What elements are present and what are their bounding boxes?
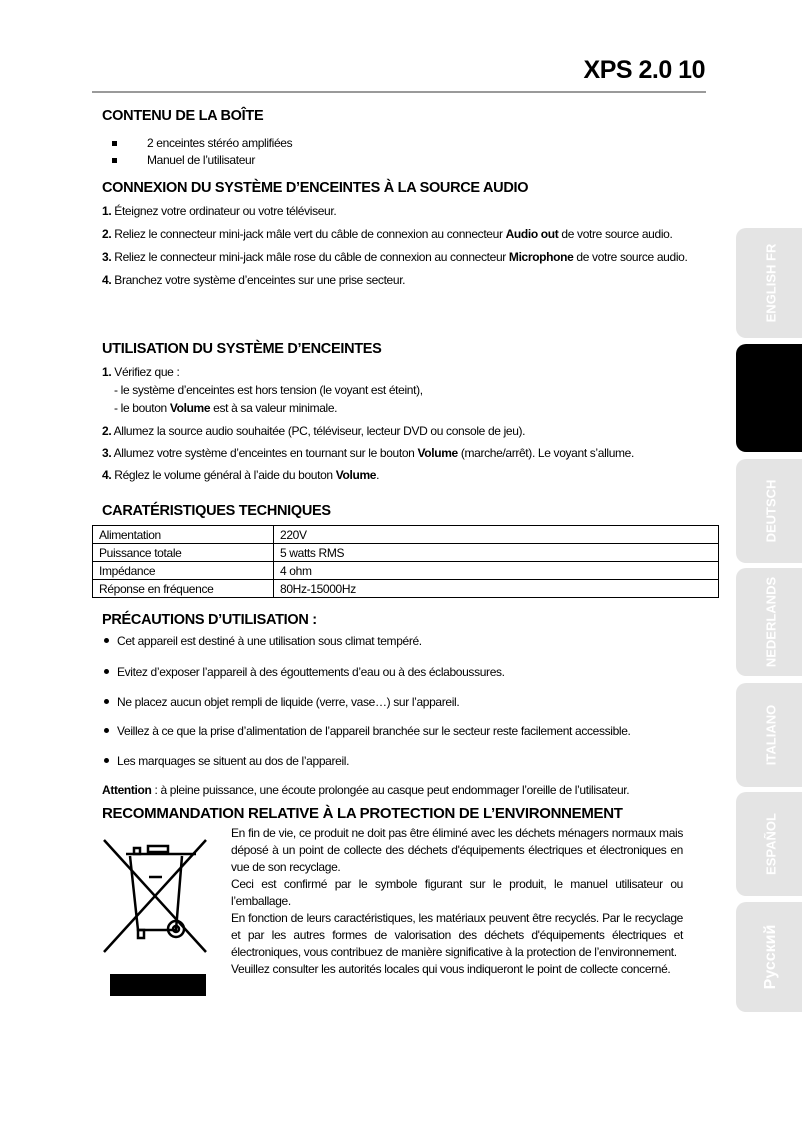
use-steps	[102, 363, 705, 484]
tab-russian[interactable]	[736, 902, 802, 1012]
bullet-icon	[104, 699, 109, 704]
specs-table	[92, 525, 719, 598]
tab-label: Русский	[762, 924, 779, 990]
tab-italiano[interactable]	[736, 683, 802, 787]
step-subline: - le système d’enceintes est hors tension (le voyant est éteint),	[114, 383, 423, 397]
tab-label: ESPAÑOL	[763, 813, 779, 875]
table-row	[93, 562, 719, 580]
tab-deutsch[interactable]	[736, 459, 802, 563]
bullet-icon	[112, 141, 117, 146]
item-text: Cet appareil est destiné à une utilisation sous climat tempéré.	[117, 634, 422, 648]
bullet-icon	[104, 728, 109, 733]
step: 1. Vérifiez que :	[102, 365, 180, 379]
bullet-icon	[104, 758, 109, 763]
environment-text	[231, 825, 683, 978]
step: 2. Reliez le connecteur mini-jack mâle vert du câble de connexion au connecteur Audio out de votre source audio.	[102, 227, 673, 241]
list-item	[102, 634, 422, 648]
spec-label: Impédance	[93, 562, 274, 580]
tab-label: NEDERLANDS	[763, 576, 779, 668]
paragraph: Veuillez consulter les autorités locales qui vous indiqueront le point de collecte concerné.	[231, 962, 671, 976]
item-text: Les marquages se situent au dos de l’appareil.	[117, 754, 350, 768]
tab-label: ENGLISH FR	[763, 243, 779, 323]
specs-heading: CARATÉRISTIQUES TECHNIQUES	[102, 503, 331, 519]
table-row	[93, 526, 719, 544]
table-row	[93, 580, 719, 598]
step: 3. Reliez le connecteur mini-jack mâle rose du câble de connexion au connecteur Microphone de votre source audio.	[102, 250, 688, 264]
spec-label: Puissance totale	[93, 544, 274, 562]
connect-steps	[102, 202, 705, 289]
tab-english[interactable]	[736, 228, 802, 338]
spec-label: Réponse en fréquence	[93, 580, 274, 598]
spec-value: 80Hz-15000Hz	[274, 580, 719, 598]
list-item	[112, 136, 292, 150]
environment-heading: RECOMMANDATION RELATIVE À LA PROTECTION DE L’ENVIRONNEMENT	[102, 805, 623, 822]
item-text: Manuel de l’utilisateur	[147, 153, 256, 167]
spec-value: 220V	[274, 526, 719, 544]
spec-value: 4 ohm	[274, 562, 719, 580]
list-item	[112, 153, 255, 167]
item-text: Evitez d’exposer l’appareil à des égouttements d’eau ou à des éclaboussures.	[117, 665, 505, 679]
list-item	[102, 695, 459, 709]
step: 4. Réglez le volume général à l’aide du bouton Volume.	[102, 468, 380, 482]
bullet-icon	[112, 158, 117, 163]
tab-espanol[interactable]	[736, 792, 802, 896]
paragraph: En fin de vie, ce produit ne doit pas être éliminé avec les déchets ménagers normaux mais déposé à un point de collecte des déchets d'équipements électriques et électroniques en vue de son recyclage.	[231, 826, 683, 874]
spec-label: Alimentation	[93, 526, 274, 544]
step: 2. Allumez la source audio souhaitée (PC, téléviseur, lecteur DVD ou console de jeu).	[102, 424, 526, 438]
table-row	[93, 544, 719, 562]
paragraph: En fonction de leurs caractéristiques, les matériaux peuvent être recyclés. Par le recyclage et par les autres formes de valorisation des déchets d'équipements électriques et électroniques, vous contribuez de manière significative à la protection de l’environnement.	[231, 911, 683, 959]
precautions-heading: PRÉCAUTIONS D’UTILISATION :	[102, 612, 317, 628]
use-heading: UTILISATION DU SYSTÈME D’ENCEINTES	[102, 341, 382, 357]
list-item	[102, 665, 505, 679]
item-text: Ne placez aucun objet rempli de liquide (verre, vase…) sur l’appareil.	[117, 695, 460, 709]
tab-label: DEUTSCH	[763, 479, 779, 543]
box-heading: CONTENU DE LA BOÎTE	[102, 108, 264, 124]
bullet-icon	[104, 669, 109, 674]
list-item	[102, 754, 349, 768]
attention-note: Attention : à pleine puissance, une écoute prolongée au casque peut endommager l’oreille de l’utilisateur.	[102, 783, 630, 797]
weee-crossed-bin-icon	[96, 826, 216, 998]
step: 3. Allumez votre système d’enceintes en tournant sur le bouton Volume (marche/arrêt). Le voyant s’allume.	[102, 446, 634, 460]
list-item	[102, 724, 631, 738]
step-subline: - le bouton Volume est à sa valeur minimale.	[114, 401, 338, 415]
tab-label: ITALIANO	[763, 704, 779, 766]
document-title: XPS 2.0 10	[583, 56, 705, 84]
bullet-icon	[104, 638, 109, 643]
item-text: 2 enceintes stéréo amplifiées	[147, 136, 293, 150]
tab-nederlands[interactable]	[736, 568, 802, 676]
step: 1. Éteignez votre ordinateur ou votre téléviseur.	[102, 204, 337, 218]
step: 4. Branchez votre système d’enceintes sur une prise secteur.	[102, 273, 406, 287]
paragraph: Ceci est confirmé par le symbole figurant sur le produit, le manuel utilisateur ou l’emballage.	[231, 877, 683, 908]
spec-value: 5 watts RMS	[274, 544, 719, 562]
item-text: Veillez à ce que la prise d’alimentation de l’appareil branchée sur le secteur reste facilement accessible.	[117, 724, 631, 738]
tab-francais[interactable]	[736, 344, 802, 452]
header-rule	[92, 91, 706, 93]
connect-heading: CONNEXION DU SYSTÈME D’ENCEINTES À LA SOURCE AUDIO	[102, 180, 529, 196]
